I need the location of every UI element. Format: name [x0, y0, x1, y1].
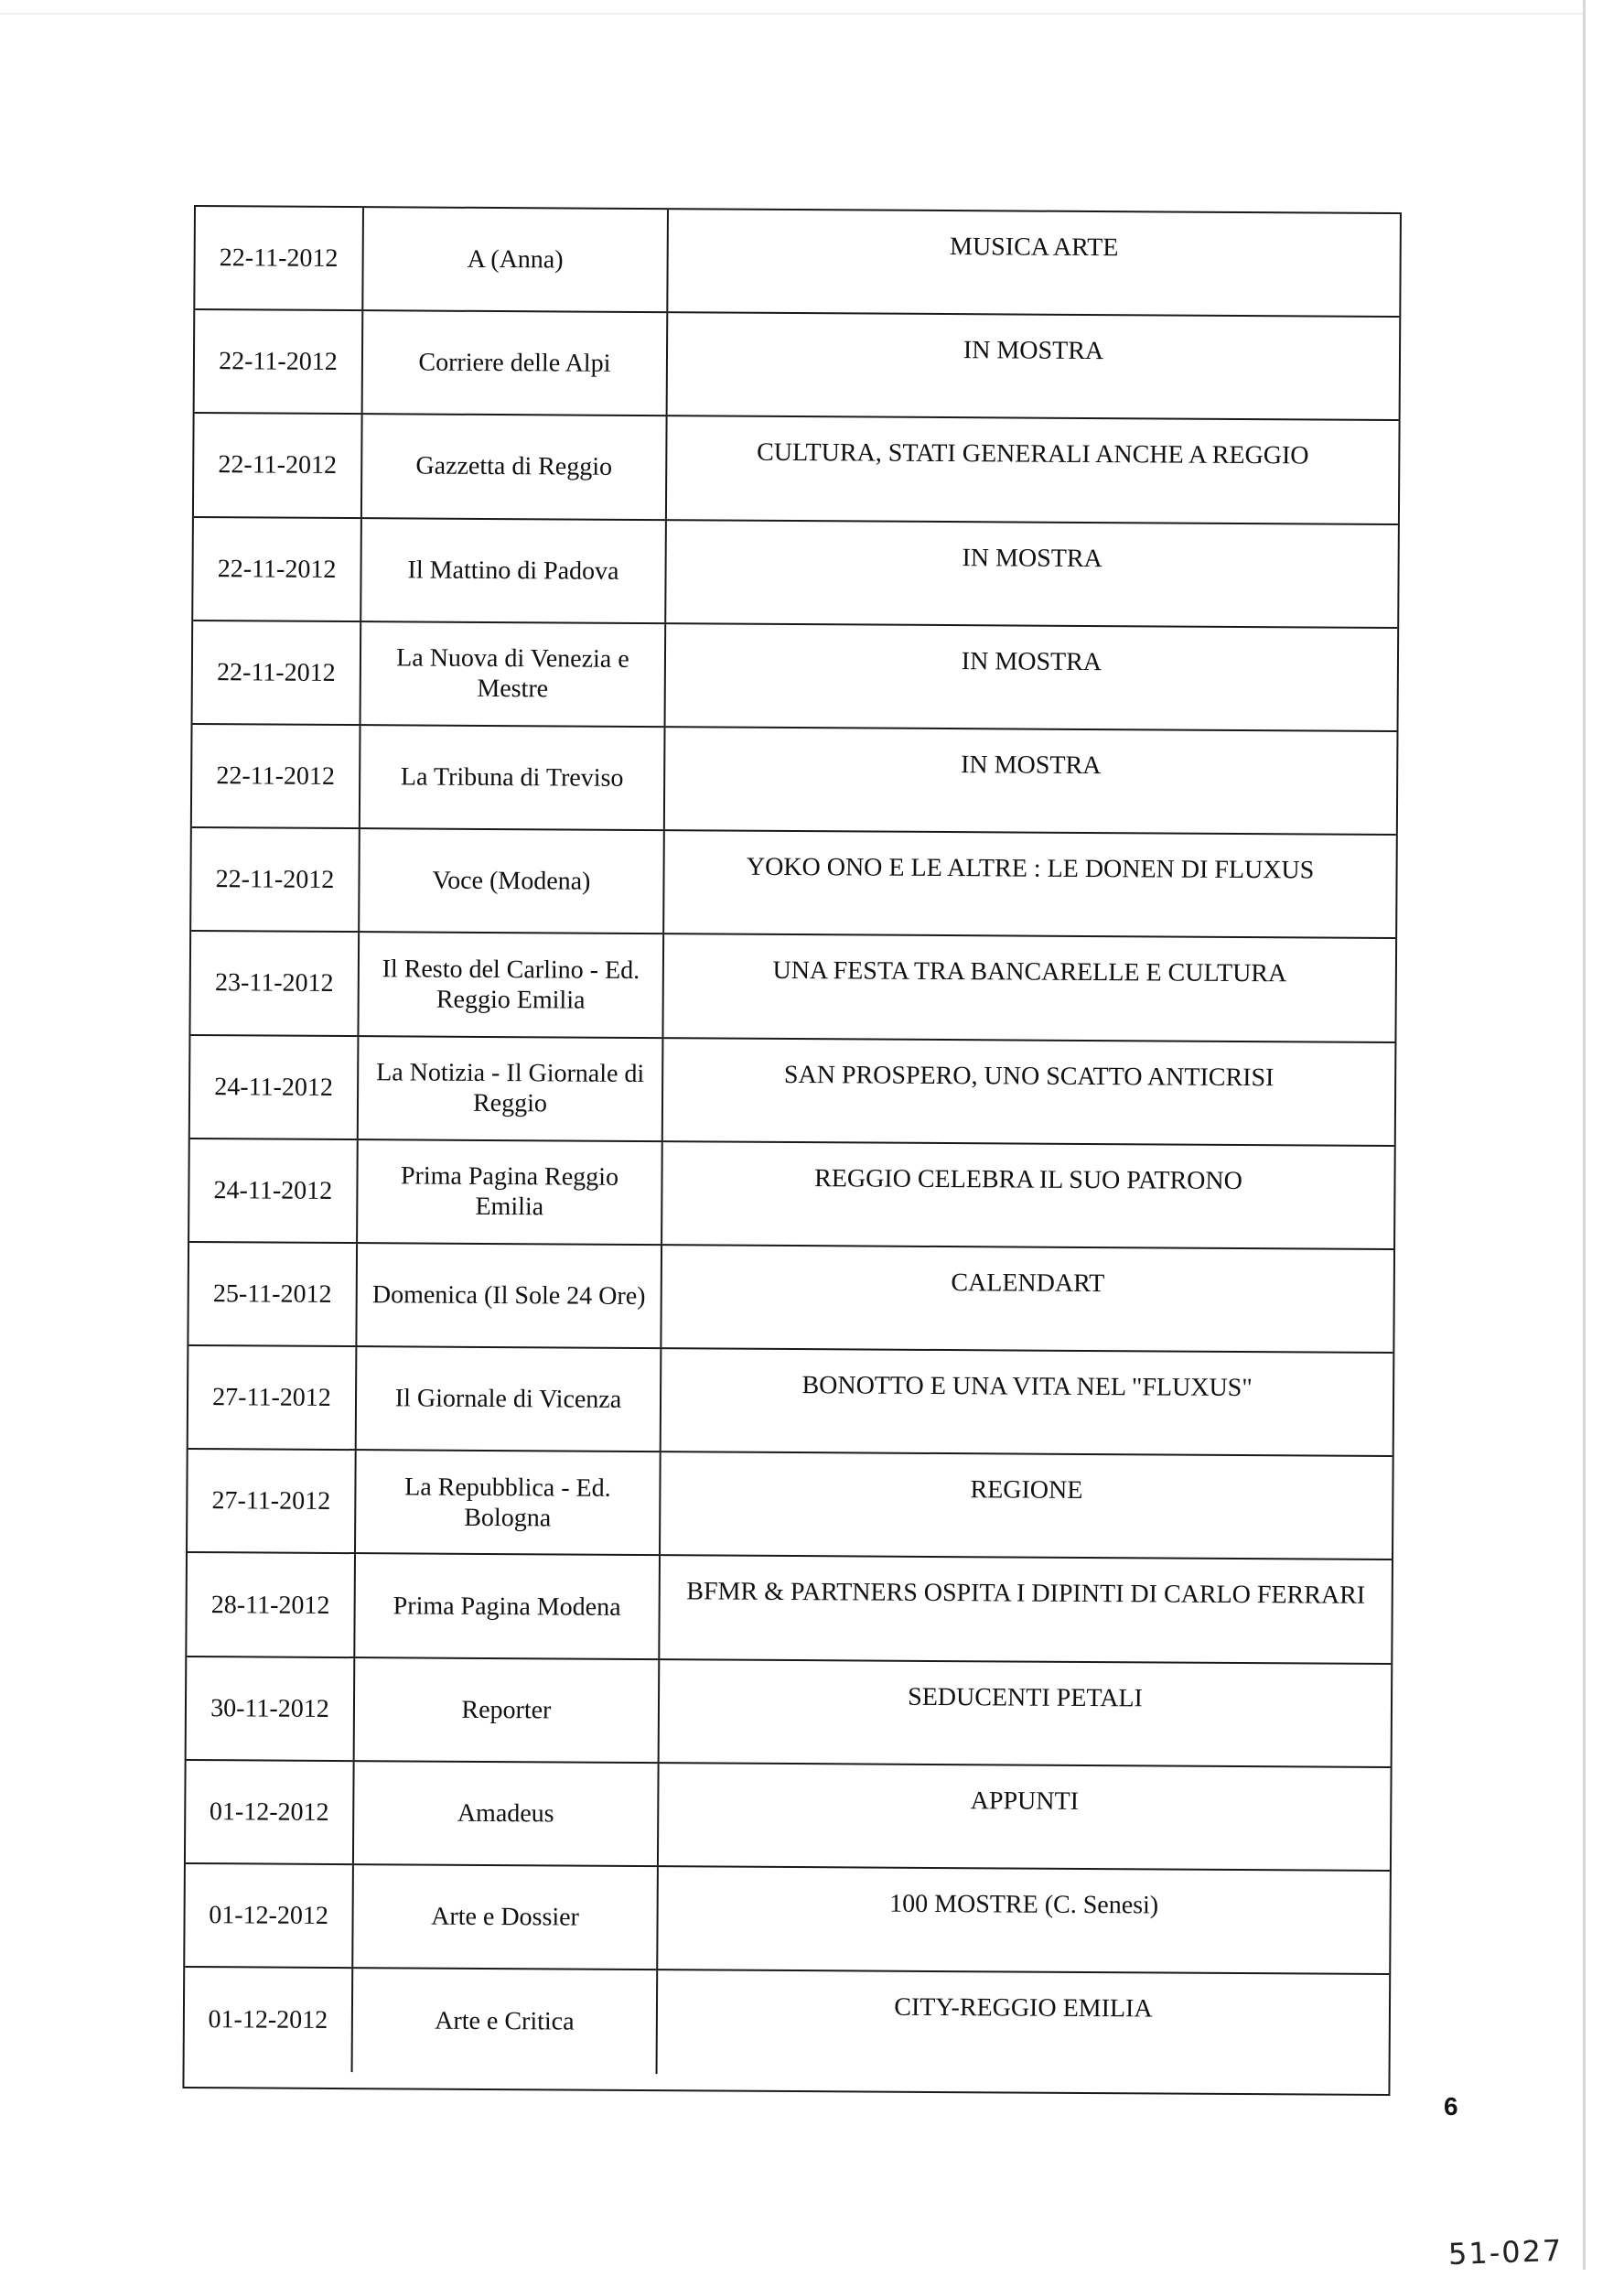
date-cell: 24-11-2012: [189, 1139, 359, 1242]
title-cell: SAN PROSPERO, UNO SCATTO ANTICRISI: [783, 1060, 1274, 1092]
table-row: [188, 1243, 1393, 1354]
title-cell: BONOTTO E UNA VITA NEL "FLUXUS": [801, 1371, 1253, 1403]
press-table: [182, 205, 1402, 2096]
date-cell: 01-12-2012: [186, 1761, 355, 1863]
table-row: [192, 725, 1397, 836]
table-row: [188, 1346, 1393, 1457]
title-cell: REGIONE: [970, 1475, 1083, 1506]
publication-cell: La Nuova di Venezia e Mestre: [361, 622, 667, 726]
table-row: [186, 1761, 1391, 1872]
date-cell: 22-11-2012: [195, 310, 364, 413]
title-cell: REGGIO CELEBRA IL SUO PATRONO: [814, 1163, 1242, 1195]
table-row: [188, 1450, 1393, 1560]
date-cell: 22-11-2012: [193, 621, 362, 724]
publication-cell: Prima Pagina Modena: [355, 1555, 661, 1658]
date-cell: 30-11-2012: [187, 1657, 356, 1760]
title-cell: BFMR & PARTNERS OSPITA I DIPINTI DI CARLO FERRARI: [686, 1577, 1366, 1611]
title-cell: APPUNTI: [970, 1786, 1080, 1816]
table-row: [193, 621, 1398, 732]
publication-cell: Il Resto del Carlino - Ed. Reggio Emilia: [359, 933, 664, 1036]
date-cell: 22-11-2012: [191, 828, 360, 931]
publication-cell: Prima Pagina Reggio Emilia: [358, 1140, 663, 1244]
publication-cell: Reporter: [355, 1658, 661, 1762]
date-cell: 22-11-2012: [194, 414, 363, 516]
date-cell: 25-11-2012: [188, 1243, 358, 1345]
date-cell: 01-12-2012: [185, 1864, 354, 1967]
table-row: [190, 1035, 1395, 1146]
publication-cell: Il Giornale di Vicenza: [357, 1347, 662, 1451]
title-cell: CALENDART: [951, 1268, 1105, 1298]
publication-cell: Domenica (Il Sole 24 Ore): [357, 1244, 662, 1347]
table-row: [193, 518, 1398, 629]
date-cell: 22-11-2012: [192, 725, 361, 827]
date-cell: 01-12-2012: [185, 1968, 354, 2072]
date-cell: 23-11-2012: [190, 932, 360, 1034]
date-cell: 24-11-2012: [190, 1035, 360, 1138]
publication-cell: La Tribuna di Treviso: [360, 726, 666, 829]
title-cell: YOKO ONO E LE ALTRE : LE DONEN DI FLUXUS: [746, 852, 1315, 885]
publication-cell: Arte e Critica: [353, 1969, 659, 2074]
table-row: [185, 1968, 1390, 2078]
publication-cell: Amadeus: [354, 1762, 660, 1865]
table-row: [195, 207, 1400, 318]
page-edge-top: [0, 13, 1583, 15]
title-cell: CITY-REGGIO EMILIA: [894, 1992, 1153, 2024]
page-edge-right: [1583, 0, 1586, 2270]
page-number: 6: [1444, 2092, 1458, 2121]
date-cell: 22-11-2012: [195, 207, 364, 309]
publication-cell: Gazzetta di Reggio: [362, 416, 668, 519]
title-cell: 100 MOSTRE (C. Senesi): [889, 1889, 1159, 1920]
table-row: [185, 1864, 1390, 1975]
title-cell: IN MOSTRA: [961, 646, 1102, 676]
date-cell: 27-11-2012: [188, 1450, 357, 1552]
title-cell: CULTURA, STATI GENERALI ANCHE A REGGIO: [757, 438, 1309, 470]
title-cell: IN MOSTRA: [963, 336, 1104, 366]
table-row: [189, 1139, 1394, 1250]
table-row: [190, 932, 1395, 1042]
table-row: [195, 310, 1400, 421]
title-cell: MUSICA ARTE: [950, 232, 1119, 263]
table-row: [187, 1553, 1392, 1664]
date-cell: 27-11-2012: [188, 1346, 358, 1449]
table-row: [187, 1657, 1392, 1768]
archive-code: 51-027: [1447, 2232, 1564, 2272]
publication-cell: A (Anna): [363, 208, 669, 311]
publication-cell: Arte e Dossier: [353, 1865, 659, 1969]
table-row: [194, 414, 1399, 524]
publication-cell: La Notizia - Il Giornale di Reggio: [359, 1037, 664, 1140]
publication-cell: Voce (Modena): [360, 829, 665, 933]
date-cell: 22-11-2012: [193, 518, 362, 621]
publication-cell: Il Mattino di Padova: [361, 519, 667, 622]
title-cell: IN MOSTRA: [961, 750, 1102, 781]
table-row: [191, 828, 1396, 939]
date-cell: 28-11-2012: [187, 1553, 356, 1656]
publication-cell: Corriere delle Alpi: [363, 311, 669, 415]
publication-cell: La Repubblica - Ed. Bologna: [356, 1451, 661, 1554]
title-cell: IN MOSTRA: [962, 543, 1102, 573]
title-cell: SEDUCENTI PETALI: [908, 1682, 1144, 1712]
title-cell: UNA FESTA TRA BANCARELLE E CULTURA: [772, 956, 1287, 988]
